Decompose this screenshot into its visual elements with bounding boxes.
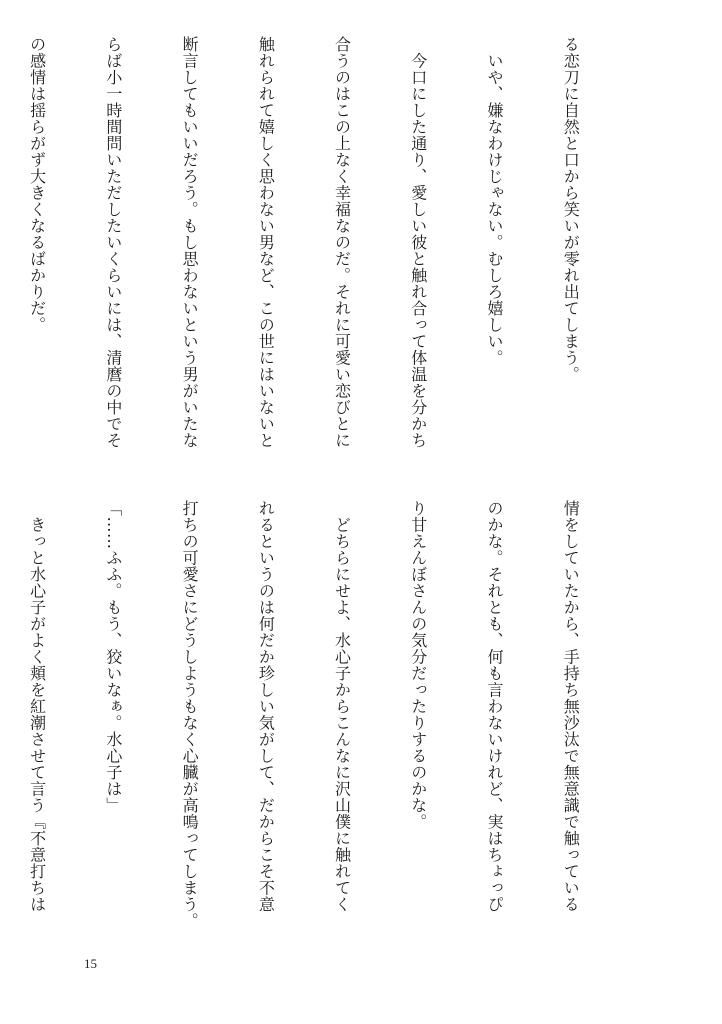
text-block-top: [27, 36, 634, 468]
text-column: きっと水心子がよく頬を紅潮させて言う『不意打ちは: [27, 500, 47, 913]
text-column: 情をしていたから、手持ち無沙汰で無意識で触っている: [561, 500, 581, 913]
text-column: 今口にした通り、愛しい彼と触れ合って体温を分かち: [408, 36, 428, 449]
text-column: る恋刀に自然と口から笑いが零れ出てしまう。: [561, 36, 581, 383]
text-column: いや、嫌なわけじゃない。むしろ嬉しい。: [484, 36, 504, 366]
text-column: り甘えんぼさんの気分だったりするのかな。: [408, 500, 428, 830]
text-column: れるというのは何だか珍しい気がして、だからこそ不意: [256, 500, 276, 913]
page-number: 15: [84, 956, 97, 971]
text-column: の感情は揺らがず大きくなるばかりだ。: [27, 36, 47, 333]
text-column: のかな。それとも、何も言わないけれど、実はちょっぴ: [484, 500, 504, 913]
text-column: 打ちの可愛さにどうしようもなく心臓が高鳴ってしまう。: [180, 500, 200, 929]
text-column: どちらにせよ、水心子からこんなに沢山僕に触れてく: [332, 500, 352, 913]
text-column: 合うのはこの上なく幸福なのだ。それに可愛い恋びとに: [332, 36, 352, 449]
text-block-bottom: [27, 500, 634, 940]
text-column: らば小一時間問いただしたいくらいには、清麿の中でそ: [103, 36, 123, 449]
text-column: 断言してもいいだろう。もし思わないという男がいたな: [180, 36, 200, 449]
text-column: 触れられて嬉しく思わない男など、この世にはいないと: [256, 36, 276, 449]
text-column: 「……ふふ。もう、狡いなぁ。水心子は」: [103, 500, 123, 814]
